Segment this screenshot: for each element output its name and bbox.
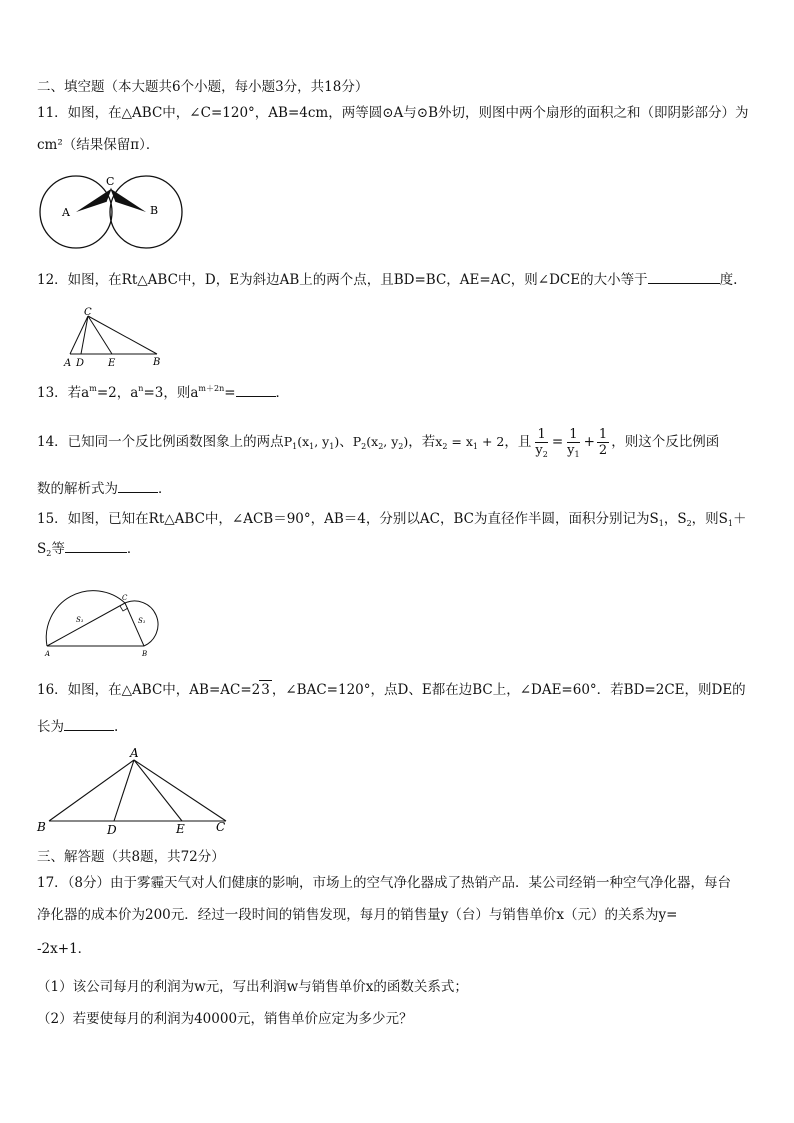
q13-sup1: m xyxy=(89,384,97,393)
q13-suffix: = xyxy=(224,385,236,401)
question-12-figure xyxy=(62,306,172,368)
fig15-label-c: C xyxy=(122,594,128,602)
q13-end: ． xyxy=(275,385,290,401)
q14-fraction-1: $\frac{1}{y_2}$ xyxy=(535,427,548,459)
question-16-figure xyxy=(36,746,236,838)
q12-suffix: 度. xyxy=(719,272,738,288)
question-17-text-line2: 净化器的成本价为200元．经过一段时间的销售发现，每月的销售量y（台）与销售单价x（元）的关系为y= xyxy=(37,907,678,923)
question-17-part-1: （1）该公司每月的利润为w元，写出利润w与销售单价x的函数关系式； xyxy=(37,979,468,995)
q13-mid1: =2，a xyxy=(96,385,139,401)
fig16-label-d: D xyxy=(107,823,117,837)
fig15-label-s1: S₁ xyxy=(76,616,84,624)
q13-mid2: =3，则a xyxy=(143,385,199,401)
q16-answer-blank xyxy=(64,718,114,731)
question-17-text: 17．（8分）由于雾霾天气对人们健康的影响，市场上的空气净化器成了热销产品．某公司经销一种空气净化器，每台 xyxy=(37,875,732,891)
question-14-text: 14．已知同一个反比例函数图象上的两点$P_1(x_1$, $y_1$)、$P_2(x_2$, $y_2$)，若$x_2 = x_1 + 2$，且 $\frac{1}{y_2}$ = $\frac{1}{y_1}$ + $\frac{1}{2}$ ，则这个反比例函 xyxy=(37,427,720,459)
fig12-label-d: D xyxy=(76,358,85,369)
q15-answer-blank xyxy=(65,540,127,553)
q14-prefix: 14．已知同一个反比例函数图象上的两点 xyxy=(37,434,284,450)
question-11-figure xyxy=(38,172,188,252)
question-17-text-line3: -2x+1． xyxy=(37,941,92,957)
q12-text: 12．如图，在Rt△ABC中，D，E为斜边AB上的两个点，且BD=BC，AE=AC，则∠DCE的大小等于 xyxy=(37,272,648,288)
question-11-text: 11．如图，在△ABC中，∠C=120°，AB=4cm，两等圆⊙A与⊙B外切，则图中两个扇形的面积之和（即阴影部分）为 xyxy=(37,105,749,121)
question-16-text: 16．如图，在△ABC中，AB=AC=23 ，∠BAC=120°，点D、E都在边BC上，∠DAE=60°．若BD=2CE，则DE的 xyxy=(37,682,746,698)
fig11-label-b: B xyxy=(150,204,159,217)
question-15-text: 15．如图，已知在Rt△ABC中，∠ACB＝90°，AB＝4，分别以AC，BC为直径作半圆，面积分别记为$S_1$，$S_2$，则$S_1+$ xyxy=(37,511,747,528)
q16-sqrt: 3 xyxy=(261,682,270,698)
q14-fraction-2: $\frac{1}{y_1}$ xyxy=(567,427,580,459)
fig16-label-c: C xyxy=(216,820,226,834)
fig15-label-s2: S₁ xyxy=(138,617,146,625)
q13-sup3: m＋2n xyxy=(198,384,225,393)
question-14-text-line2: 数的解析式为 ． xyxy=(37,481,172,497)
fig16-label-a: A xyxy=(130,746,139,760)
fig12-label-a: A xyxy=(64,358,72,369)
section-3-heading: 三、解答题（共8题，共72分） xyxy=(37,849,225,865)
q13-sup2: n xyxy=(138,384,144,393)
question-15-figure xyxy=(40,580,170,658)
section-2-heading: 二、填空题（本大题共6个小题，每小题3分，共18分） xyxy=(37,79,369,95)
q14-fraction-3: $\frac{1}{2}$ xyxy=(598,427,608,458)
fig15-label-a: A xyxy=(45,650,51,658)
q13-answer-blank xyxy=(236,384,276,397)
question-16-text-line2: 长为 . xyxy=(37,719,119,735)
fig15-label-b: B xyxy=(142,650,148,658)
fig11-label-c: C xyxy=(106,175,115,188)
question-17-part-2: （2）若要使每月的利润为40000元，销售单价应定为多少元？ xyxy=(37,1011,413,1027)
question-15-text-line2: $S_2$等 ． xyxy=(37,541,141,558)
q12-answer-blank xyxy=(648,271,720,284)
question-11-text-line2: cm²（结果保留π）． xyxy=(37,137,160,153)
fig16-label-b: B xyxy=(37,820,46,834)
q14-answer-blank xyxy=(118,480,158,493)
fig12-label-e: E xyxy=(108,358,116,369)
question-13-text xyxy=(37,384,289,402)
q13-prefix: 13．若a xyxy=(37,385,90,401)
fig11-label-a: A xyxy=(62,206,70,219)
question-12-text xyxy=(37,271,737,289)
fig12-label-b: B xyxy=(153,357,161,368)
fig12-label-c: C xyxy=(84,307,92,318)
fig16-label-e: E xyxy=(176,822,185,836)
